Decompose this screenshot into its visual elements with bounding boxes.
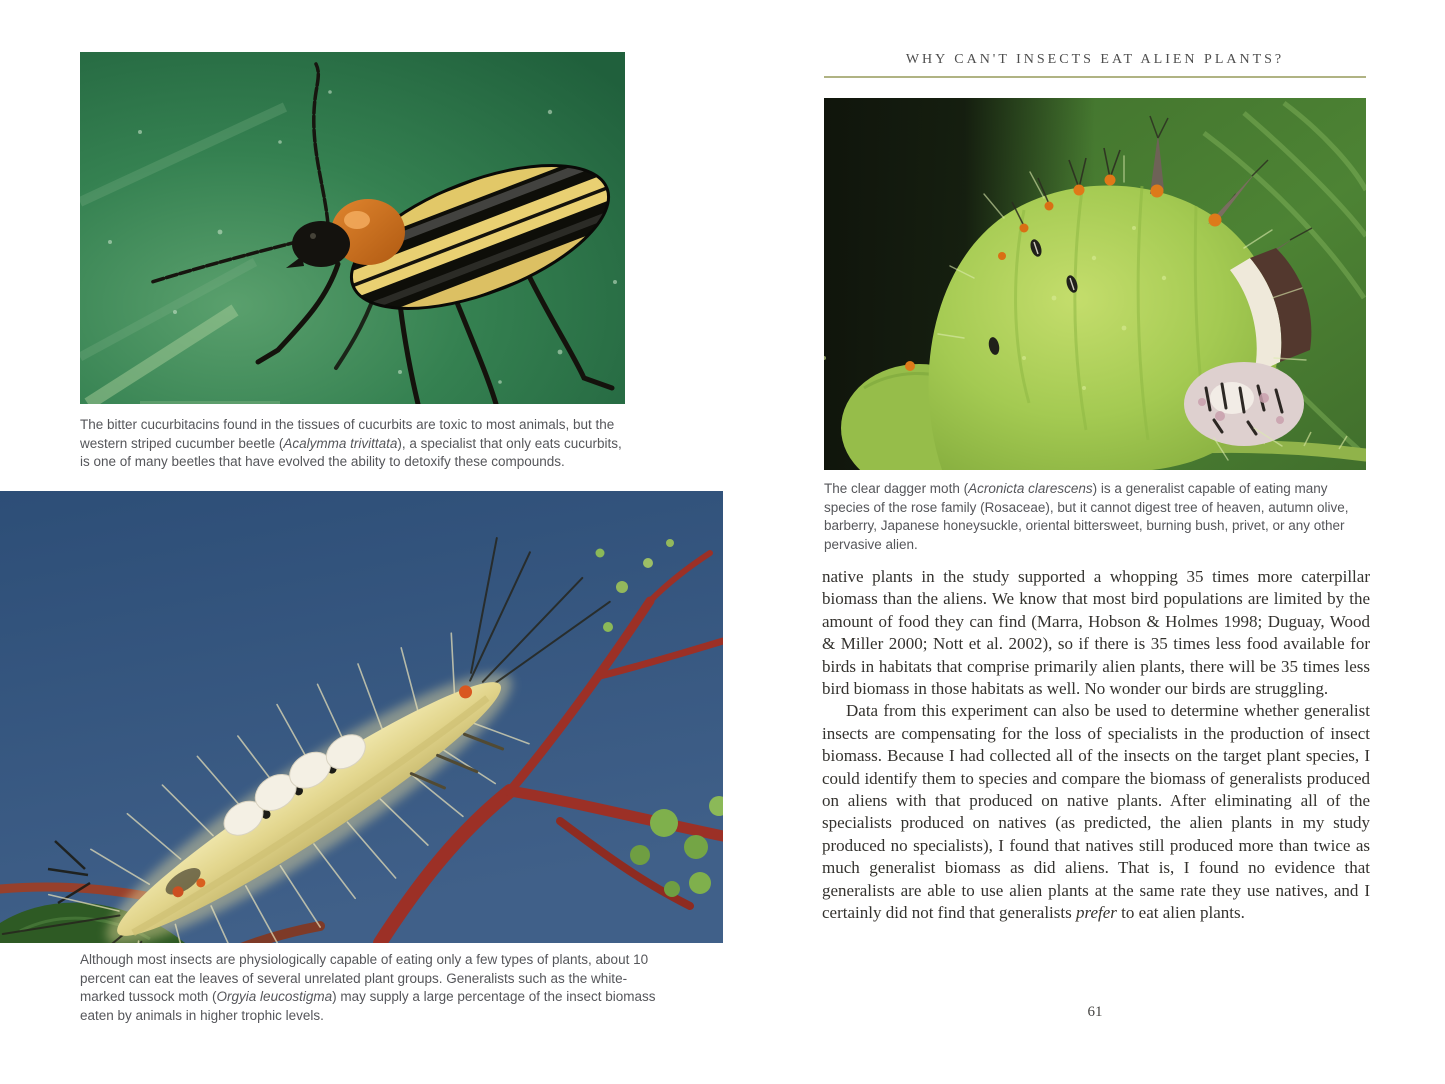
caption-beetle <box>80 416 628 472</box>
header-rule <box>824 76 1366 78</box>
cucumber-beetle-photo <box>80 52 625 404</box>
caption-dagger-text: The clear dagger moth ( <box>824 481 969 496</box>
body-paragraph-2-italic: prefer <box>1076 903 1117 923</box>
caption-dagger <box>824 480 1366 555</box>
body-text <box>822 566 1370 925</box>
dagger-moth-illustration <box>824 98 1366 470</box>
caption-tussock-text-2: ) may supply a large percentage of the insect biomass eaten by animals in higher trophic levels. <box>80 989 656 1023</box>
caption-beetle-species: Acalymma trivittata <box>283 435 398 451</box>
tussock-moth-illustration <box>0 491 723 943</box>
page-number: 61 <box>1087 1004 1103 1020</box>
cucumber-beetle-illustration <box>80 52 625 404</box>
running-head: WHY CAN'T INSECTS EAT ALIEN PLANTS? <box>905 52 1285 67</box>
caption-dagger-text-2: ) is a generalist capable of eating many species of the rose family (Rosaceae), but it cannot digest tree of heaven, autumn olive, barberry, Japanese honeysuckle, oriental bittersweet, burning bush, privet, or any other pervasive alien. <box>824 481 1349 552</box>
caption-beetle-text-2: ), a specialist that only eats cucurbits, is one of many beetles that have evolved the ability to detoxify these compounds. <box>80 435 622 470</box>
body-paragraph-1: native plants in the study supported a whopping 35 times more caterpillar biomass than the aliens. We know that most bird populations are limited by the amount of food they can find (Marra, Hobson & Holmes 1998; Duguay, Wood & Miller 2000; Nott et al. 2002), so if there is 35 times less food available for birds in habitats that comprise primarily alien plants, there will be 35 times less bird biomass in those habitats as well. No wonder our birds are struggling. <box>822 567 1370 699</box>
body-paragraph-2 <box>822 700 1370 924</box>
body-paragraph-2-text: Data from this experiment can also be used to determine whether generalist insects are compensating for the loss of specialists in the production of insect biomass. Because I had collected all of the insects on the target plant species, I could identify them to species and compare the biomass of generalists produced on aliens with that produced on native plants. After eliminating all of the specialists produced on natives (as predicted, the alien plants in my study produced no specialists), I found that natives still produced more than twice as much generalist biomass as did aliens. That is, I found no evidence that generalists are able to use alien plants at the same rate they use natives, and I certainly did not find that generalists <box>822 701 1370 923</box>
caption-tussock-text: Although most insects are physiologically capable of eating only a few types of plants, about 10 percent can eat the leaves of several unrelated plant groups. Generalists such as the white-marked tussock moth ( <box>80 952 649 1005</box>
caption-dagger-species: Acronicta clarescens <box>968 481 1093 496</box>
tussock-moth-caterpillar-photo <box>0 491 723 943</box>
caption-tussock-species: Orgyia leucostigma <box>216 989 333 1005</box>
caption-beetle-text: The bitter cucurbitacins found in the tissues of cucurbits are toxic to most animals, but the western striped cucumber beetle ( <box>80 417 615 451</box>
body-paragraph-2-text-2: to eat alien plants. <box>1116 903 1245 923</box>
caption-tussock <box>80 951 665 1026</box>
dagger-moth-caterpillar-photo <box>824 98 1366 470</box>
